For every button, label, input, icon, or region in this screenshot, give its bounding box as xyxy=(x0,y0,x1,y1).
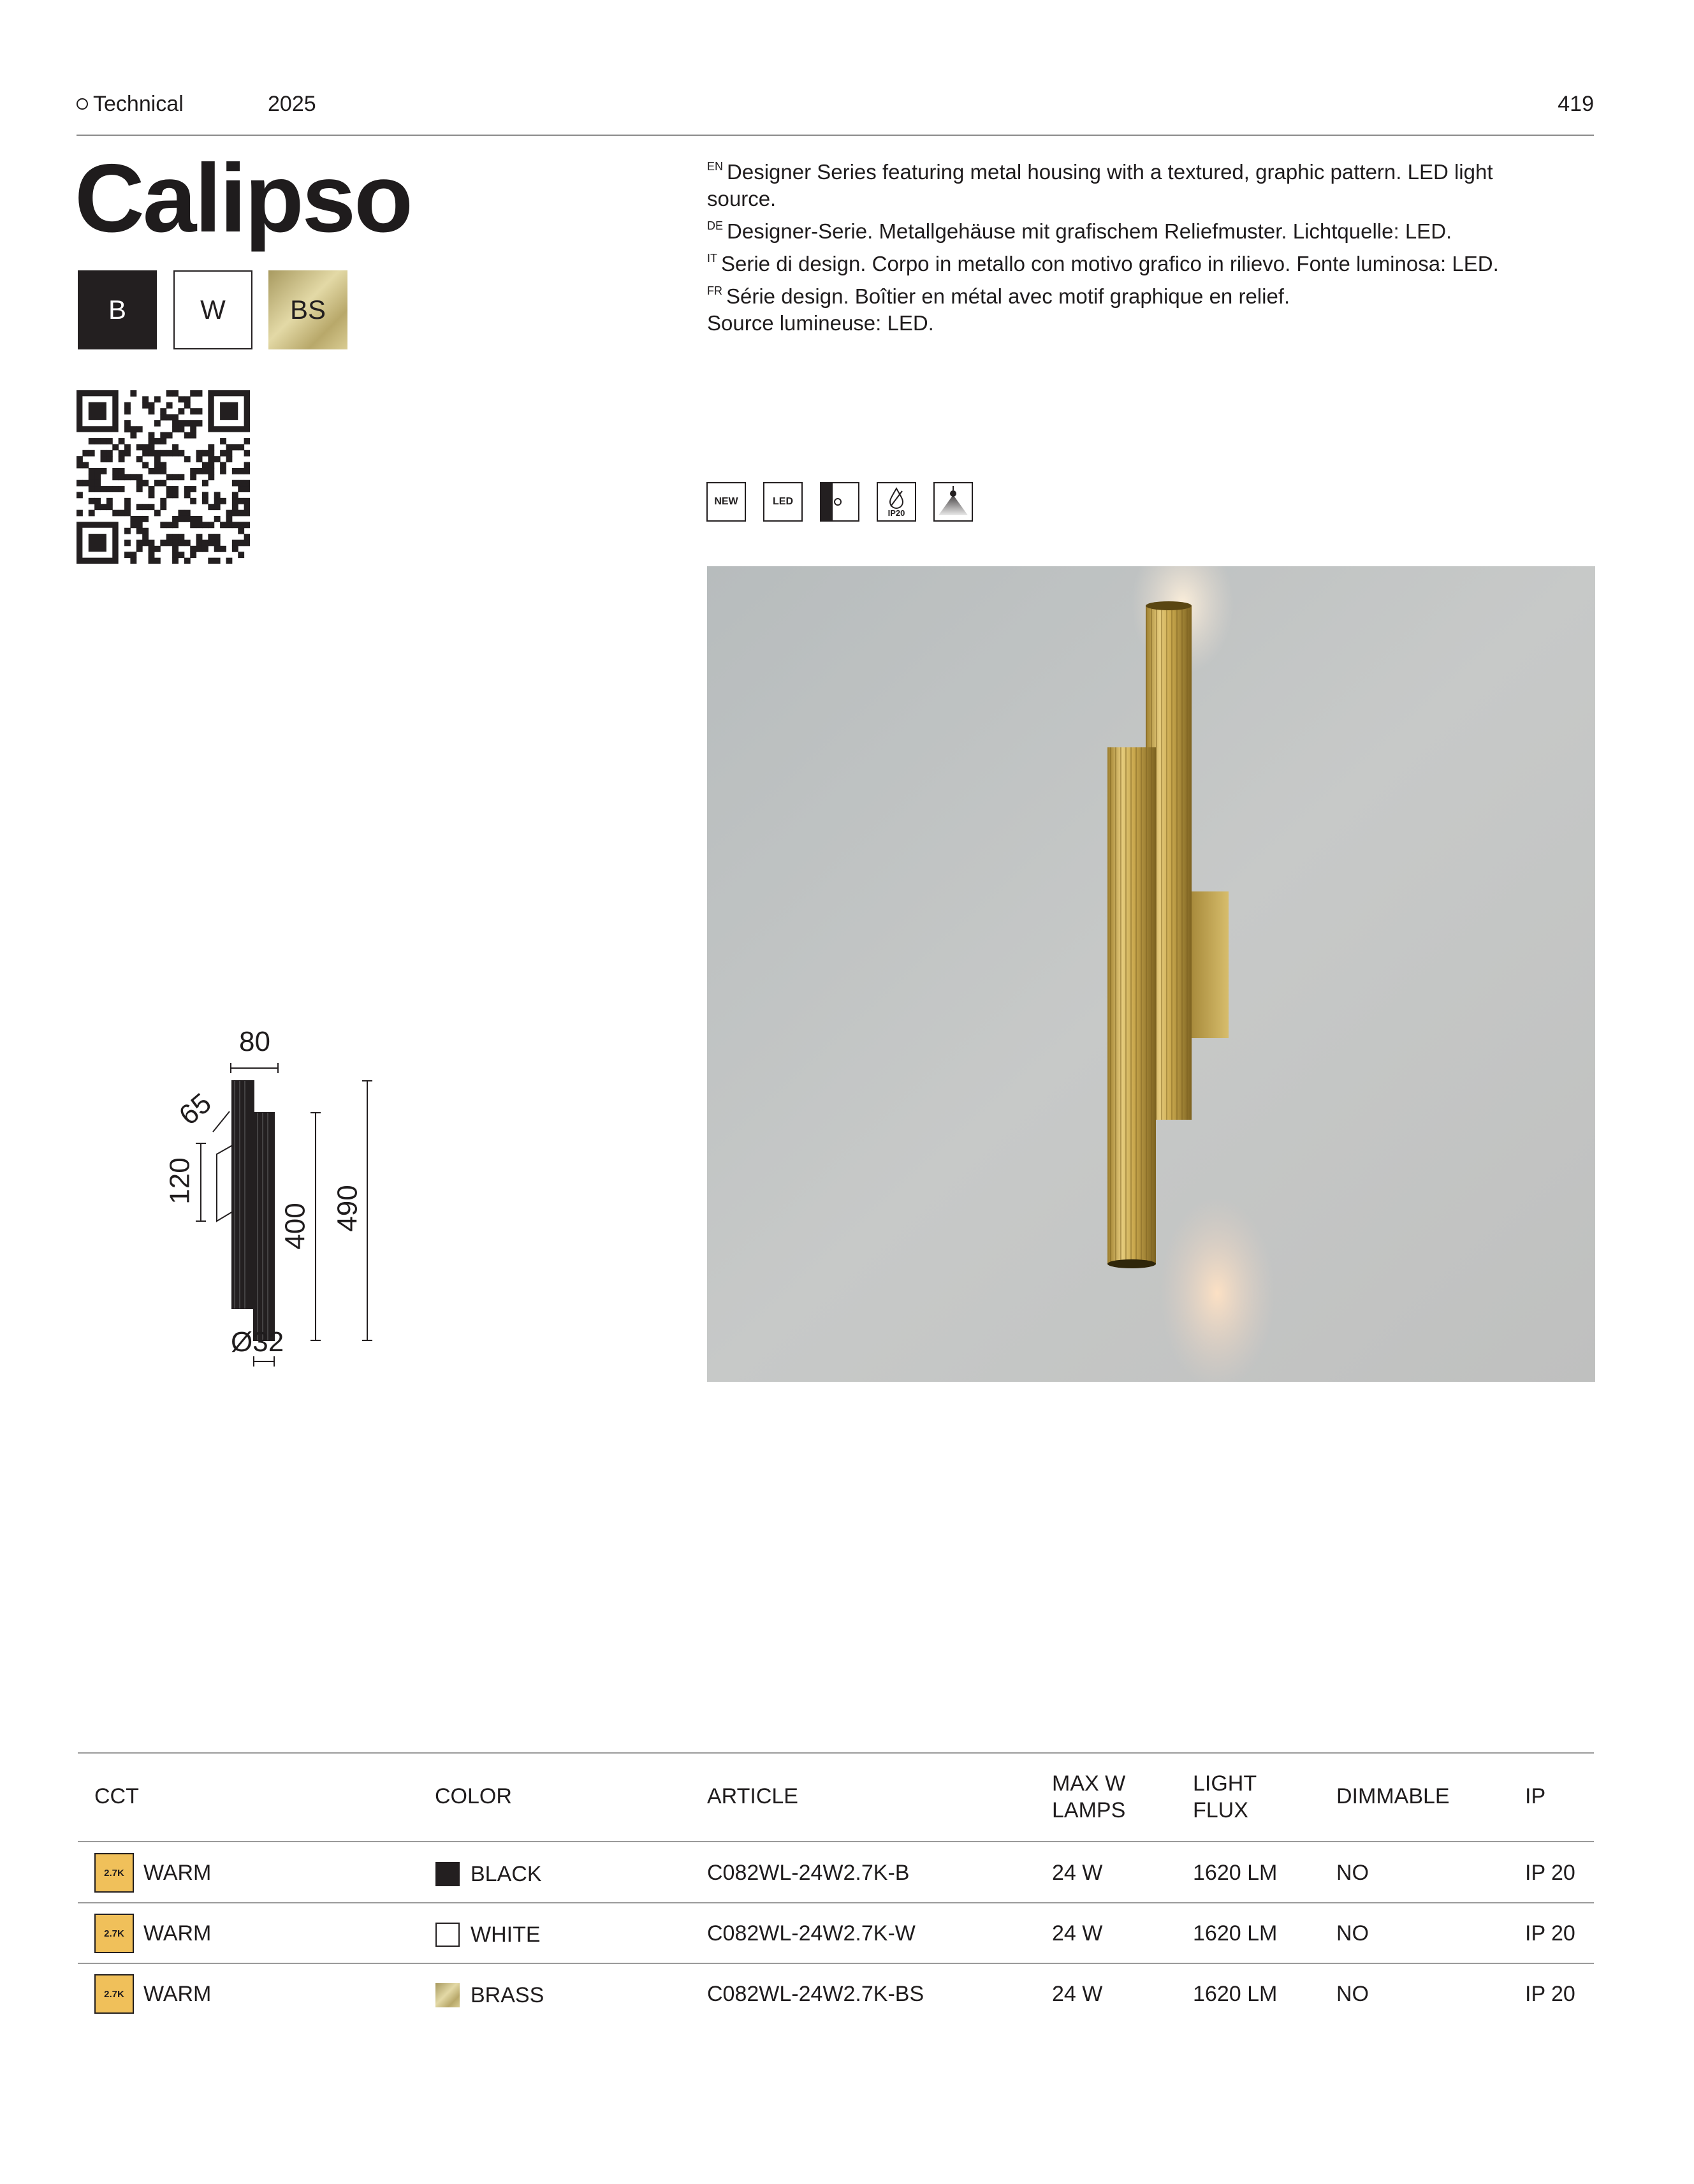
table-cell-article: C082WL-24W2.7K-B xyxy=(707,1861,910,1885)
table-cell-cct: WARM xyxy=(143,1982,212,2006)
table-cell-color: WHITE xyxy=(471,1923,541,1947)
table-cell-dimmable: NO xyxy=(1336,1921,1369,1946)
table-cell-color: BRASS xyxy=(471,1983,544,2007)
description-de: $^{DE}$ Designer-Serie. Metallgehäuse mit grafischem Reliefmuster. Lichtquelle: LED. xyxy=(707,219,1452,243)
table-cell-dimmable: NO xyxy=(1336,1982,1369,2006)
product-title: Calipso xyxy=(75,144,411,253)
dim-width: 80 xyxy=(239,1026,270,1057)
finish-swatch-black: B xyxy=(78,270,157,349)
description-it: $^{IT}$ Serie di design. Corpo in metallo con motivo grafico in rilievo. Fonte luminosa: LED. xyxy=(707,252,1499,275)
cct-badge: 2.7K xyxy=(94,1974,134,2014)
class-ii-icon xyxy=(820,482,859,522)
color-swatch-white xyxy=(435,1923,460,1947)
header-ip: IP xyxy=(1525,1784,1546,1808)
ip20-drop-icon xyxy=(877,482,916,522)
led-badge-icon: LED xyxy=(763,482,803,522)
header-divider xyxy=(77,135,1594,136)
beam-angle-icon xyxy=(933,482,973,522)
header-color: COLOR xyxy=(435,1784,512,1808)
table-cell-cct: WARM xyxy=(143,1861,212,1885)
dim-height-total: 490 xyxy=(332,1185,363,1232)
finish-swatch-white: W xyxy=(173,270,252,349)
table-cell-flux: 1620 LM xyxy=(1193,1861,1278,1885)
table-cell-max-w: 24 W xyxy=(1052,1982,1103,2006)
header-dimmable: DIMMABLE xyxy=(1336,1784,1450,1808)
table-cell-dimmable: NO xyxy=(1336,1861,1369,1885)
table-cell-color: BLACK xyxy=(471,1862,542,1886)
ip-rating-label: IP20 xyxy=(887,508,905,518)
dim-plate: 120 xyxy=(164,1157,196,1205)
table-cell-article: C082WL-24W2.7K-BS xyxy=(707,1982,924,2006)
table-cell-flux: 1620 LM xyxy=(1193,1921,1278,1946)
table-cell-ip: IP 20 xyxy=(1525,1921,1575,1946)
color-swatch-brass xyxy=(435,1983,460,2007)
table-cell-cct: WARM xyxy=(143,1921,212,1946)
cct-badge: 2.7K xyxy=(94,1853,134,1893)
description-fr: $^{FR}$ Série design. Boîtier en métal avec motif graphique en relief. Source lumineuse: LED. xyxy=(707,284,1290,335)
dim-depth: 65 xyxy=(173,1087,217,1132)
header-article: ARTICLE xyxy=(707,1784,798,1808)
header-max-w: MAX W LAMPS xyxy=(1052,1771,1126,1822)
product-photo xyxy=(707,566,1595,1382)
section-text: Technical xyxy=(93,92,184,116)
dimension-drawing xyxy=(153,1026,395,1374)
table-cell-max-w: 24 W xyxy=(1052,1921,1103,1946)
catalog-year: 2025 xyxy=(268,92,316,116)
table-cell-article: C082WL-24W2.7K-W xyxy=(707,1921,916,1946)
dim-diameter: Ø32 xyxy=(231,1326,284,1358)
table-row-rule xyxy=(78,1902,1594,1903)
header-cct: CCT xyxy=(94,1784,139,1808)
table-header-rule xyxy=(78,1841,1594,1842)
color-swatch-black xyxy=(435,1862,460,1886)
table-cell-flux: 1620 LM xyxy=(1193,1982,1278,2006)
page-number: 419 xyxy=(1558,92,1594,116)
section-label xyxy=(77,92,184,117)
circle-bullet-icon xyxy=(77,98,88,110)
description-en: $^{EN}$ Designer Series featuring metal housing with a textured, graphic pattern. LED light source. xyxy=(707,160,1493,210)
table-cell-ip: IP 20 xyxy=(1525,1861,1575,1885)
header-light-flux: LIGHT FLUX xyxy=(1193,1771,1257,1822)
qr-code[interactable] xyxy=(77,390,250,564)
new-badge-icon: NEW xyxy=(706,482,746,522)
cct-badge: 2.7K xyxy=(94,1914,134,1953)
dim-height-short: 400 xyxy=(279,1203,311,1250)
table-cell-ip: IP 20 xyxy=(1525,1982,1575,2006)
table-top-rule xyxy=(78,1752,1594,1754)
table-cell-max-w: 24 W xyxy=(1052,1861,1103,1885)
table-row-rule xyxy=(78,1963,1594,1964)
product-description xyxy=(707,153,1555,337)
finish-swatch-brass: BS xyxy=(268,270,347,349)
